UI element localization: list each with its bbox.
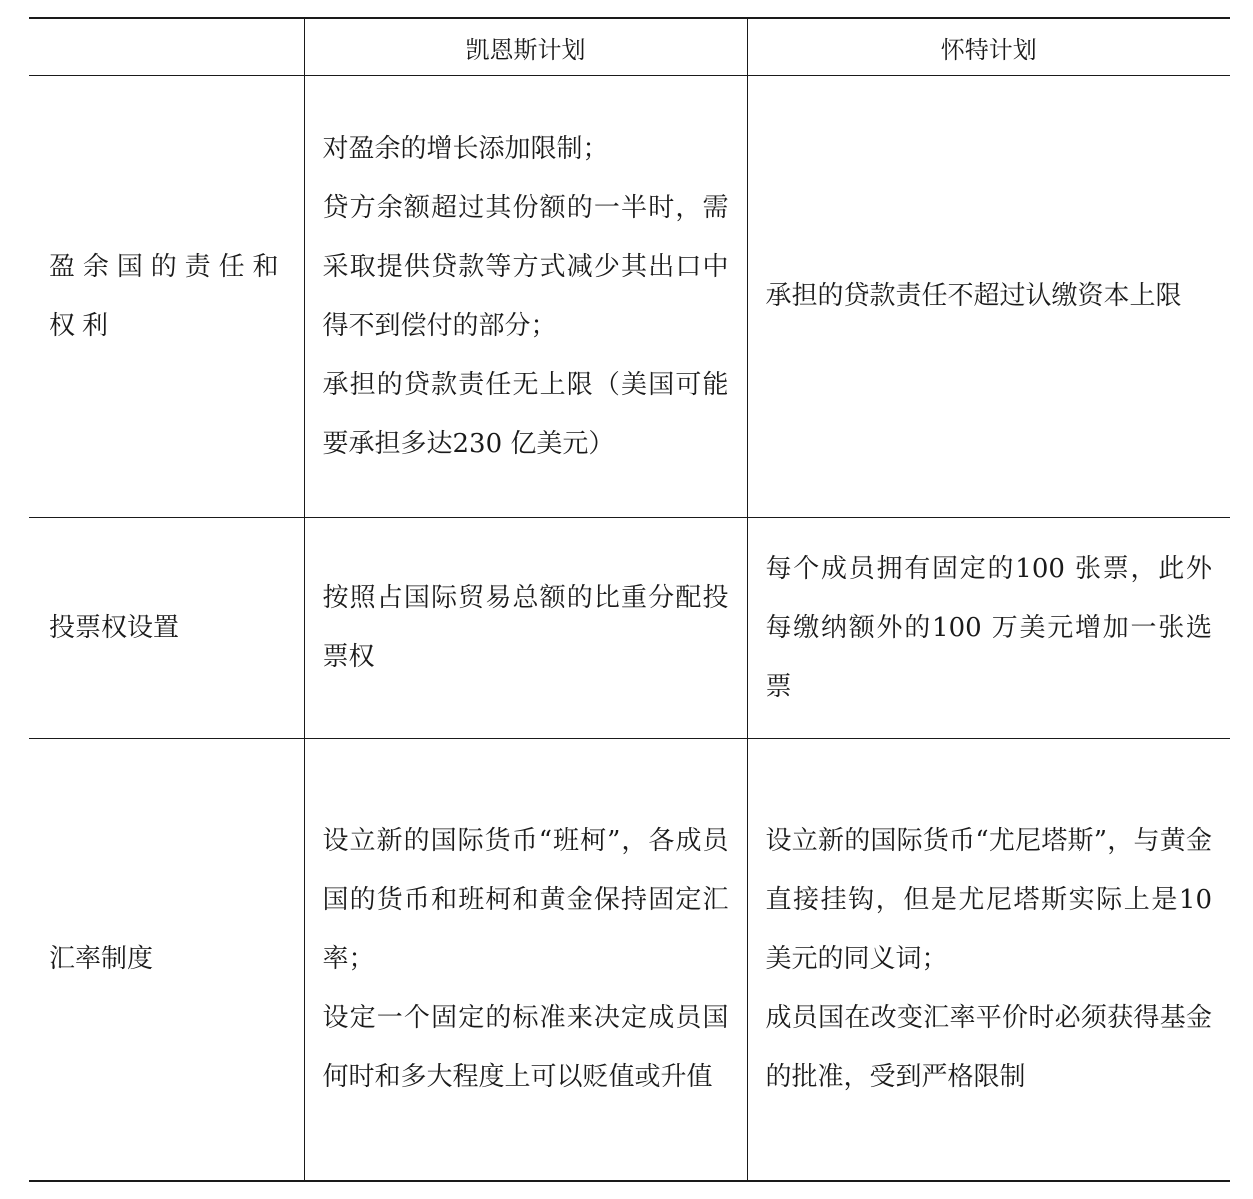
white-cell bbox=[747, 739, 1230, 1182]
keynes-item: 设立新的国际货币“班柯”，各成员国的货币和班柯和黄金保持固定汇率； bbox=[322, 826, 729, 974]
row-label bbox=[29, 76, 304, 518]
keynes-item: 承担的贷款责任无上限（美国可能要承担多达230 亿美元） bbox=[322, 369, 729, 459]
white-item: 承担的贷款责任不超过认缴资本上限 bbox=[765, 281, 1182, 311]
keynes-item: 按照占国际贸易总额的比重分配投票权 bbox=[322, 583, 729, 672]
keynes-item: 对盈余的增长添加限制； bbox=[322, 133, 609, 164]
white-item: 每个成员拥有固定的100 张票，此外每缴纳额外的100 万美元增加一张选票 bbox=[765, 553, 1212, 702]
keynes-cell bbox=[304, 739, 747, 1182]
header-blank bbox=[29, 18, 304, 76]
table-row-exchange-rate bbox=[29, 739, 1230, 1182]
comparison-table bbox=[29, 17, 1230, 1182]
table-row-voting-rights bbox=[29, 518, 1230, 739]
table-row-surplus-country bbox=[29, 76, 1230, 518]
row-label bbox=[29, 518, 304, 739]
white-item: 设立新的国际货币“尤尼塔斯”，与黄金直接挂钩，但是尤尼塔斯实际上是10 美元的同义词； bbox=[765, 826, 1212, 974]
keynes-item: 设定一个固定的标准来决定成员国何时和多大程度上可以贬值或升值 bbox=[322, 1003, 729, 1092]
row-label-text: 投票权设置 bbox=[49, 612, 180, 643]
header-row bbox=[29, 18, 1230, 76]
keynes-cell bbox=[304, 76, 747, 518]
row-label-text: 汇率制度 bbox=[49, 944, 154, 974]
header-keynes-plan: 凯恩斯计划 bbox=[304, 18, 747, 76]
comparison-table-container bbox=[29, 17, 1230, 1182]
keynes-item: 贷方余额超过其份额的一半时，需采取提供贷款等方式减少其出口中得不到偿付的部分； bbox=[322, 192, 729, 341]
white-cell bbox=[747, 76, 1230, 518]
white-cell bbox=[747, 518, 1230, 739]
row-label bbox=[29, 739, 304, 1182]
row-label-text: 盈余国的责任和权利 bbox=[49, 251, 286, 341]
keynes-cell bbox=[304, 518, 747, 739]
header-white-plan: 怀特计划 bbox=[747, 18, 1230, 76]
white-item: 成员国在改变汇率平价时必须获得基金的批准，受到严格限制 bbox=[765, 1003, 1212, 1092]
